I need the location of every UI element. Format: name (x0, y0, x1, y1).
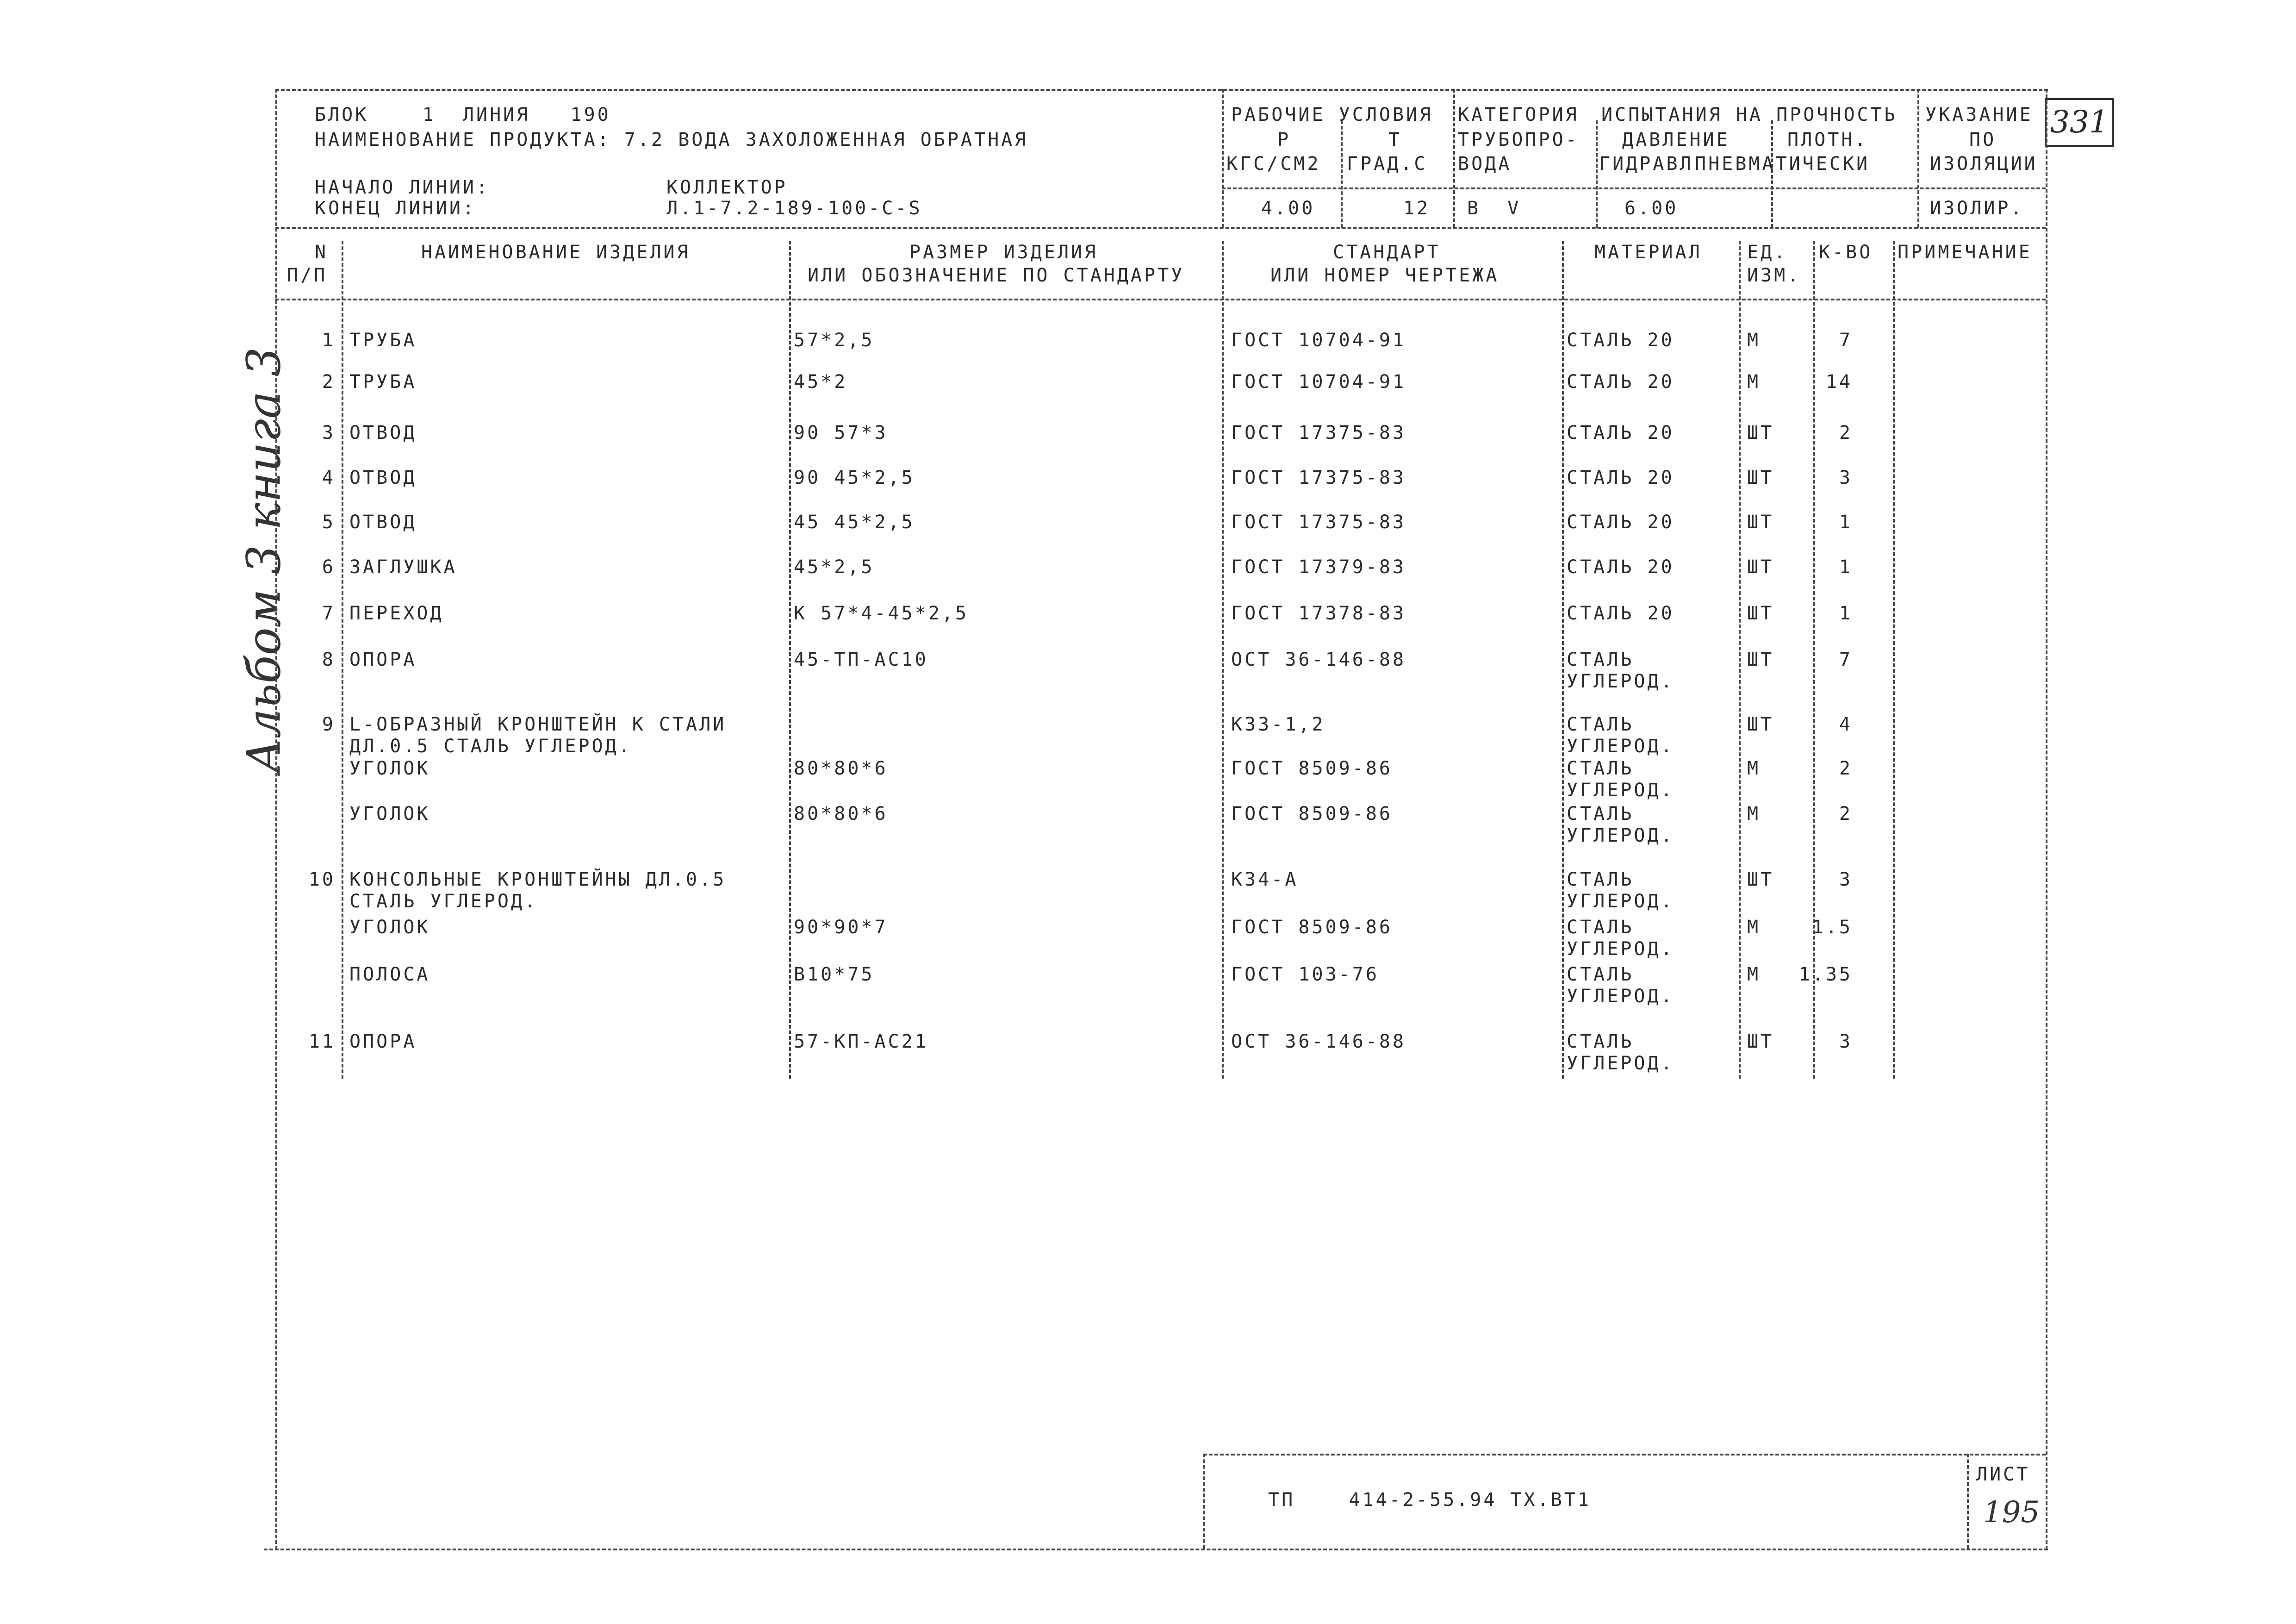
row-number: 9 (322, 714, 336, 735)
row-number: 5 (322, 512, 336, 533)
item-unit: М (1747, 330, 1761, 351)
side-note: Альбом 3 книга 3 (236, 347, 291, 774)
item-qty: 3 (1839, 1031, 1853, 1052)
item-material-2: УГЛЕРОД. (1567, 891, 1674, 912)
row-number: 2 (322, 371, 336, 393)
item-unit: М (1747, 371, 1761, 393)
col-divider-std (1222, 241, 1224, 1079)
frame-right (2046, 89, 2047, 1549)
item-name: ОПОРА (349, 1031, 417, 1052)
item-qty: 7 (1839, 649, 1853, 670)
col-divider-size (789, 241, 791, 1079)
frame-top (275, 89, 2048, 91)
item-qty: 3 (1839, 467, 1853, 488)
item-name: ПОЛОСА (349, 964, 430, 985)
pneumatic-label: ПНЕВМАТИЧЕСКИ (1695, 153, 1870, 175)
category-label-3: ВОДА (1458, 153, 1512, 175)
item-material: СТАЛЬ (1567, 758, 1634, 779)
item-material: СТАЛЬ (1567, 803, 1634, 824)
item-unit: М (1747, 964, 1761, 985)
line-start-value: КОЛЛЕКТОР (666, 177, 788, 198)
item-name: ПЕРЕХОД (349, 603, 444, 624)
item-qty: 1.5 (1812, 917, 1853, 938)
item-qty: 2 (1839, 422, 1853, 443)
item-name: ОПОРА (349, 649, 417, 670)
product-name: НАИМЕНОВАНИЕ ПРОДУКТА: 7.2 ВОДА ЗАХОЛОЖЕННАЯ ОБРАТНАЯ (315, 129, 1028, 150)
item-standard: ГОСТ 17375-83 (1231, 422, 1406, 443)
temperature-unit: ГРАД.С (1347, 153, 1428, 175)
item-material: СТАЛЬ 20 (1567, 371, 1674, 393)
col-header-standard-2: ИЛИ НОМЕР ЧЕРТЕЖА (1270, 265, 1500, 286)
item-material: СТАЛЬ (1567, 964, 1634, 985)
item-name-2: ДЛ.0.5 СТАЛЬ УГЛЕРОД. (349, 736, 632, 757)
title-block-top (1203, 1454, 2046, 1455)
item-unit: ШТ (1747, 869, 1774, 890)
sheet-number-badge: 331 (2045, 98, 2114, 147)
header-divider-6 (1917, 89, 1919, 228)
item-size: 57*2,5 (794, 330, 875, 351)
col-header-size-2: ИЛИ ОБОЗНАЧЕНИЕ ПО СТАНДАРТУ (808, 265, 1185, 286)
category-value: В V (1467, 198, 1521, 219)
item-name: ОТВОД (349, 467, 417, 488)
strength-test-label: ИСПЫТАНИЯ НА ПРОЧНОСТЬ (1601, 104, 1898, 125)
line-start-label: НАЧАЛО ЛИНИИ: (315, 177, 490, 198)
item-material-2: УГЛЕРОД. (1567, 736, 1674, 757)
item-standard: ГОСТ 8509-86 (1231, 758, 1393, 779)
document-code: ТП 414-2-55.94 ТХ.ВТ1 (1268, 1489, 1591, 1511)
frame-left (275, 89, 277, 1549)
item-material-2: УГЛЕРОД. (1567, 671, 1674, 692)
item-size: 80*80*6 (794, 803, 888, 824)
item-standard: ГОСТ 17379-83 (1231, 556, 1406, 578)
col-header-unit: ЕД. (1747, 242, 1788, 263)
density-label: ПЛОТН. (1787, 129, 1868, 150)
item-name: ТРУБА (349, 371, 417, 393)
header-line-3 (275, 299, 2046, 300)
insulation-value: ИЗОЛИР. (1930, 198, 2024, 219)
row-number: 1 (322, 330, 336, 351)
item-material: СТАЛЬ 20 (1567, 512, 1674, 533)
insulation-label-2: ПО (1969, 129, 1997, 150)
item-size: 90 57*3 (794, 422, 888, 443)
item-unit: М (1747, 803, 1761, 824)
frame-bottom (264, 1549, 2048, 1550)
col-divider-material (1562, 241, 1564, 1079)
col-header-qty: К-ВО (1819, 242, 1873, 263)
item-material-2: УГЛЕРОД. (1567, 1053, 1674, 1074)
item-standard: ГОСТ 103-76 (1231, 964, 1379, 985)
header-divider-2 (1341, 120, 1343, 228)
item-standard: ГОСТ 10704-91 (1231, 371, 1406, 393)
item-qty: 3 (1839, 869, 1853, 890)
operating-conditions-label: РАБОЧИЕ УСЛОВИЯ (1231, 104, 1433, 125)
item-unit: М (1747, 917, 1761, 938)
item-material: СТАЛЬ 20 (1567, 422, 1674, 443)
item-standard: ГОСТ 17375-83 (1231, 512, 1406, 533)
item-qty: 2 (1839, 803, 1853, 824)
sheet-label: ЛИСТ (1976, 1464, 2030, 1485)
title-block-left (1203, 1454, 1205, 1549)
temperature-symbol: Т (1388, 129, 1402, 150)
insulation-label: УКАЗАНИЕ (1925, 104, 2033, 125)
item-material: СТАЛЬ (1567, 649, 1634, 670)
item-size: К 57*4-45*2,5 (794, 603, 969, 624)
col-header-standard: СТАНДАРТ (1333, 242, 1441, 263)
item-unit: ШТ (1747, 556, 1774, 578)
header-divider-4 (1596, 120, 1598, 228)
item-material-2: УГЛЕРОД. (1567, 938, 1674, 960)
item-qty: 1 (1839, 556, 1853, 578)
item-unit: ШТ (1747, 422, 1774, 443)
item-material: СТАЛЬ (1567, 917, 1634, 938)
col-header-num: N (315, 242, 329, 263)
row-number: 4 (322, 467, 336, 488)
item-unit: ШТ (1747, 512, 1774, 533)
item-name: ЗАГЛУШКА (349, 556, 457, 578)
item-size: 57-КП-АС21 (794, 1031, 928, 1052)
item-name: ОТВОД (349, 512, 417, 533)
col-header-num-2: П/П (287, 265, 328, 286)
item-name: ОТВОД (349, 422, 417, 443)
item-unit: ШТ (1747, 1031, 1774, 1052)
item-standard: ГОСТ 8509-86 (1231, 803, 1393, 824)
pressure-value: 4.00 (1261, 198, 1315, 219)
item-material: СТАЛЬ (1567, 869, 1634, 890)
col-divider-qty (1813, 241, 1815, 1079)
item-name: УГОЛОК (349, 803, 430, 824)
item-qty: 1 (1839, 603, 1853, 624)
pressure-symbol: Р (1277, 129, 1291, 150)
col-header-unit-2: ИЗМ. (1747, 265, 1801, 286)
item-standard: ГОСТ 17378-83 (1231, 603, 1406, 624)
row-number: 6 (322, 556, 336, 578)
item-standard: ГОСТ 8509-86 (1231, 917, 1393, 938)
col-header-material: МАТЕРИАЛ (1594, 242, 1702, 263)
item-size: 45 45*2,5 (794, 512, 915, 533)
item-standard: ГОСТ 17375-83 (1231, 467, 1406, 488)
item-size: 90*90*7 (794, 917, 888, 938)
pressure-unit: КГС/СМ2 (1226, 153, 1321, 175)
row-number: 7 (322, 603, 336, 624)
item-unit: ШТ (1747, 603, 1774, 624)
category-label-2: ТРУБОПРО- (1458, 129, 1579, 150)
header-divider-1 (1222, 89, 1224, 228)
pressure-label: ДАВЛЕНИЕ (1622, 129, 1730, 150)
block-line: БЛОК 1 ЛИНИЯ 190 (315, 104, 611, 125)
line-end-label: КОНЕЦ ЛИНИИ: (315, 198, 476, 219)
item-qty: 1 (1839, 512, 1853, 533)
row-number: 11 (308, 1031, 336, 1052)
insulation-label-3: ИЗОЛЯЦИИ (1930, 153, 2038, 175)
item-material: СТАЛЬ 20 (1567, 467, 1674, 488)
col-header-note: ПРИМЕЧАНИЕ (1898, 242, 2032, 263)
item-unit: ШТ (1747, 467, 1774, 488)
item-standard: К33-1,2 (1231, 714, 1325, 735)
category-label: КАТЕГОРИЯ (1458, 104, 1579, 125)
item-name: L-ОБРАЗНЫЙ КРОНШТЕЙН К СТАЛИ (349, 714, 727, 735)
item-name-2: СТАЛЬ УГЛЕРОД. (349, 891, 538, 912)
item-size: 90 45*2,5 (794, 467, 915, 488)
col-divider-unit (1739, 241, 1741, 1079)
item-name: КОНСОЛЬНЫЕ КРОНШТЕЙНЫ ДЛ.0.5 (349, 869, 727, 890)
header-line-2 (275, 227, 2046, 229)
item-material: СТАЛЬ (1567, 714, 1634, 735)
hydraulic-value: 6.00 (1624, 198, 1679, 219)
col-divider-num (342, 241, 343, 1079)
item-name: УГОЛОК (349, 758, 430, 779)
item-size: В10*75 (794, 964, 875, 985)
col-header-size: РАЗМЕР ИЗДЕЛИЯ (909, 242, 1098, 263)
item-standard: К34-А (1231, 869, 1299, 890)
header-line-1 (1222, 187, 2046, 189)
row-number: 10 (308, 869, 336, 890)
item-qty: 14 (1825, 371, 1853, 393)
col-header-name: НАИМЕНОВАНИЕ ИЗДЕЛИЯ (421, 242, 691, 263)
item-qty: 2 (1839, 758, 1853, 779)
item-size: 45*2,5 (794, 556, 875, 578)
item-name: ТРУБА (349, 330, 417, 351)
item-standard: ОСТ 36-146-88 (1231, 649, 1406, 670)
item-material-2: УГЛЕРОД. (1567, 825, 1674, 846)
temperature-value: 12 (1403, 198, 1431, 219)
hydraulic-label: ГИДРАВЛ (1599, 153, 1693, 175)
row-number: 8 (322, 649, 336, 670)
item-name: УГОЛОК (349, 917, 430, 938)
row-number: 3 (322, 422, 336, 443)
item-unit: ШТ (1747, 649, 1774, 670)
item-size: 45-ТП-АС10 (794, 649, 928, 670)
item-material: СТАЛЬ 20 (1567, 330, 1674, 351)
item-qty: 7 (1839, 330, 1853, 351)
item-qty: 1.35 (1798, 964, 1853, 985)
item-unit: ШТ (1747, 714, 1774, 735)
item-unit: М (1747, 758, 1761, 779)
header-divider-3 (1453, 89, 1455, 228)
item-material: СТАЛЬ (1567, 1031, 1634, 1052)
item-standard: ГОСТ 10704-91 (1231, 330, 1406, 351)
item-standard: ОСТ 36-146-88 (1231, 1031, 1406, 1052)
item-material: СТАЛЬ 20 (1567, 556, 1674, 578)
col-divider-note (1893, 241, 1895, 1079)
title-block-right (1967, 1454, 1969, 1549)
sheet-number: 195 (1983, 1495, 2040, 1530)
item-material: СТАЛЬ 20 (1567, 603, 1674, 624)
item-size: 80*80*6 (794, 758, 888, 779)
item-size: 45*2 (794, 371, 848, 393)
item-qty: 4 (1839, 714, 1853, 735)
item-material-2: УГЛЕРОД. (1567, 780, 1674, 801)
line-end-value: Л.1-7.2-189-100-С-S (666, 198, 922, 219)
item-material-2: УГЛЕРОД. (1567, 986, 1674, 1007)
